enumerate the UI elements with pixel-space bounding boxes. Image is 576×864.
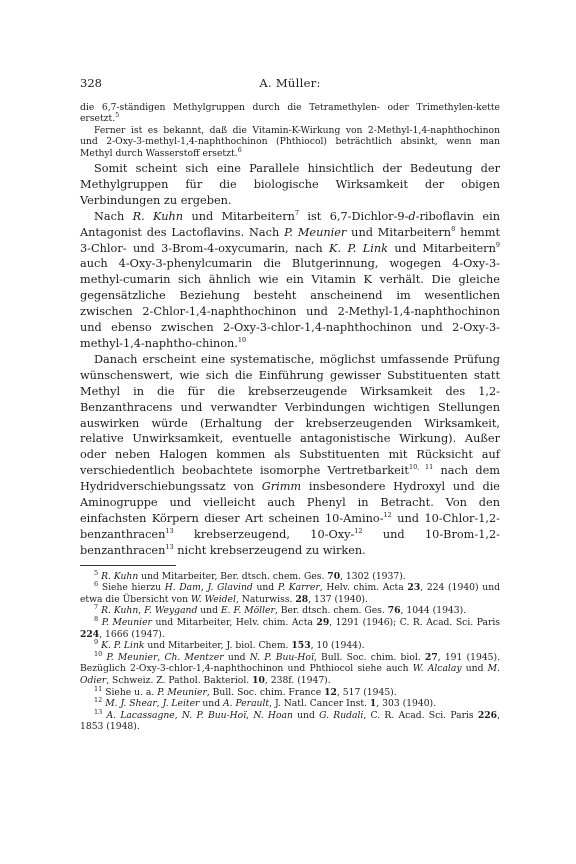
page [80, 76, 500, 733]
footnote-divider [80, 565, 176, 566]
footnote: $^5$ R. Kuhn und Mitarbeiter, Ber. dtsch. chem. Ges. 70, 1302 (1937). [94, 568, 406, 582]
paragraph: die 6,7-ständigen Methylgruppen durch die Tetramethylen- oder Trimethylen-kette ersetzt.$^5$ [80, 102, 500, 125]
body-text [80, 102, 500, 559]
page-header [80, 76, 500, 92]
paragraph: Nach R. Kuhn und Mitarbeitern$^7$ ist 6,7-Dichlor-9-d-riboflavin ein Antagonist des Lactoflavins. Nach P. Meunier und Mitarbeitern$^8$ hemmt 3-Chlor- und 3-Brom-4-oxycumarin, nach K. P. Link und Mitarbeitern$^9$ auch 4-Oxy-3-phenylcumarin die Blutgerinnung, wogegen 4-Oxy-3-methyl-cumarin sich ähnlich wie ein Vitamin K verhält. Die gleiche gegensätzliche Beziehung besteht anscheinend im wesentlichen zwischen 2-Chlor-1,4-naphthochinon und 2-Methyl-1,4-naphthochinon und ebenso zwischen 2-Oxy-3-chlor-1,4-naphthochinon und 2-Oxy-3-methyl-1,4-naphtho-chinon.$^{10}$ [80, 208, 500, 350]
paragraph: Somit scheint sich eine Parallele hinsichtlich der Bedeutung der Methylgruppen für die biologische Wirksamkeit der obigen Verbindungen zu ergeben. [80, 162, 500, 207]
footnotes [80, 568, 501, 733]
paragraph: Ferner ist es bekannt, daß die Vitamin-K-Wirkung von 2-Methyl-1,4-naphthochinon und 2-Oxy-3-methyl-1,4-naphthochinon (Phthiocol) beträchtlich absinkt, wenn man Methyl durch Wasserstoff ersetzt.$^6$ [80, 124, 500, 159]
footnote: $^6$ Siehe hierzu H. Dam, J. Glavind und P. Karrer, Helv. chim. Acta 23, 224 (1940) und etwa die Übersicht von W. Weidel, Naturwiss. 28, 137 (1940). [80, 580, 501, 605]
footnote: $^8$ P. Meunier und Mitarbeiter, Helv. chim. Acta 29, 1291 (1946); C. R. Acad. Sci. Paris 224, 1666 (1947). [80, 615, 501, 640]
footnote: $^7$ R. Kuhn, F. Weygand und E. F. Möller, Ber. dtsch. chem. Ges. 76, 1044 (1943). [94, 603, 467, 617]
footnote: $^{10}$ P. Meunier, Ch. Mentzer und N. P. Buu-Hoï, Bull. Soc. chim. biol. 27, 191 (1945). Bezüglich 2-Oxy-3-chlor-1,4-naphthochinon und Phthiocol siehe auch W. Alcalay und M. Odier, Schweiz. Z. Pathol. Bakteriol. 10, 238f. (1947). [80, 649, 501, 687]
page-number: 328 [80, 76, 102, 90]
paragraph: Danach erscheint eine systematische, möglichst umfassende Prüfung wünschenswert, wie sich die Einführung gewisser Substituenten statt Methyl in die für die krebserzeugende Wirksamkeit des 1,2-Benzanthracens und verwandter Verbindungen wichtigen Stellungen auswirken würde (Erhaltung der krebserzeugenden Wirksamkeit, relative Unwirksamkeit, eventuelle antagonistische Wirkung). Außer oder neben Halogen kommen als Substituenten mit Rücksicht auf verschiedentlich beobachtete isomorphe Vertretbarkeit$^{10, 11}$ nach dem Hydridverschiebungssatz von Grimm insbesondere Hydroxyl und die Aminogruppe und vielleicht auch Phenyl in Betracht. Von den einfachsten Körpern dieser Art scheinen 10-Amino-$^{12}$ und 10-Chlor-1,2-benzanthracen$^{13}$ krebserzeugend, 10-Oxy-$^{12}$ und 10-Brom-1,2-benzanthracen$^{13}$ nicht krebserzeugend zu wirken. [80, 352, 500, 557]
footnote: $^{12}$ M. J. Shear, J. Leiter und A. Perault, J. Natl. Cancer Inst. 1, 303 (1940). [94, 696, 437, 710]
footnote: $^9$ K. P. Link und Mitarbeiter, J. biol. Chem. 153, 10 (1944). [94, 638, 365, 652]
footnote: $^{11}$ Siehe u. a. P. Meunier, Bull. Soc. chim. France 12, 517 (1945). [94, 684, 397, 698]
footnote: $^{13}$ A. Lacassagne, N. P. Buu-Hoï, N. Hoan und G. Rudali, C. R. Acad. Sci. Paris 226, 1853 (1948). [80, 707, 500, 733]
running-head: A. Müller: [259, 76, 321, 90]
